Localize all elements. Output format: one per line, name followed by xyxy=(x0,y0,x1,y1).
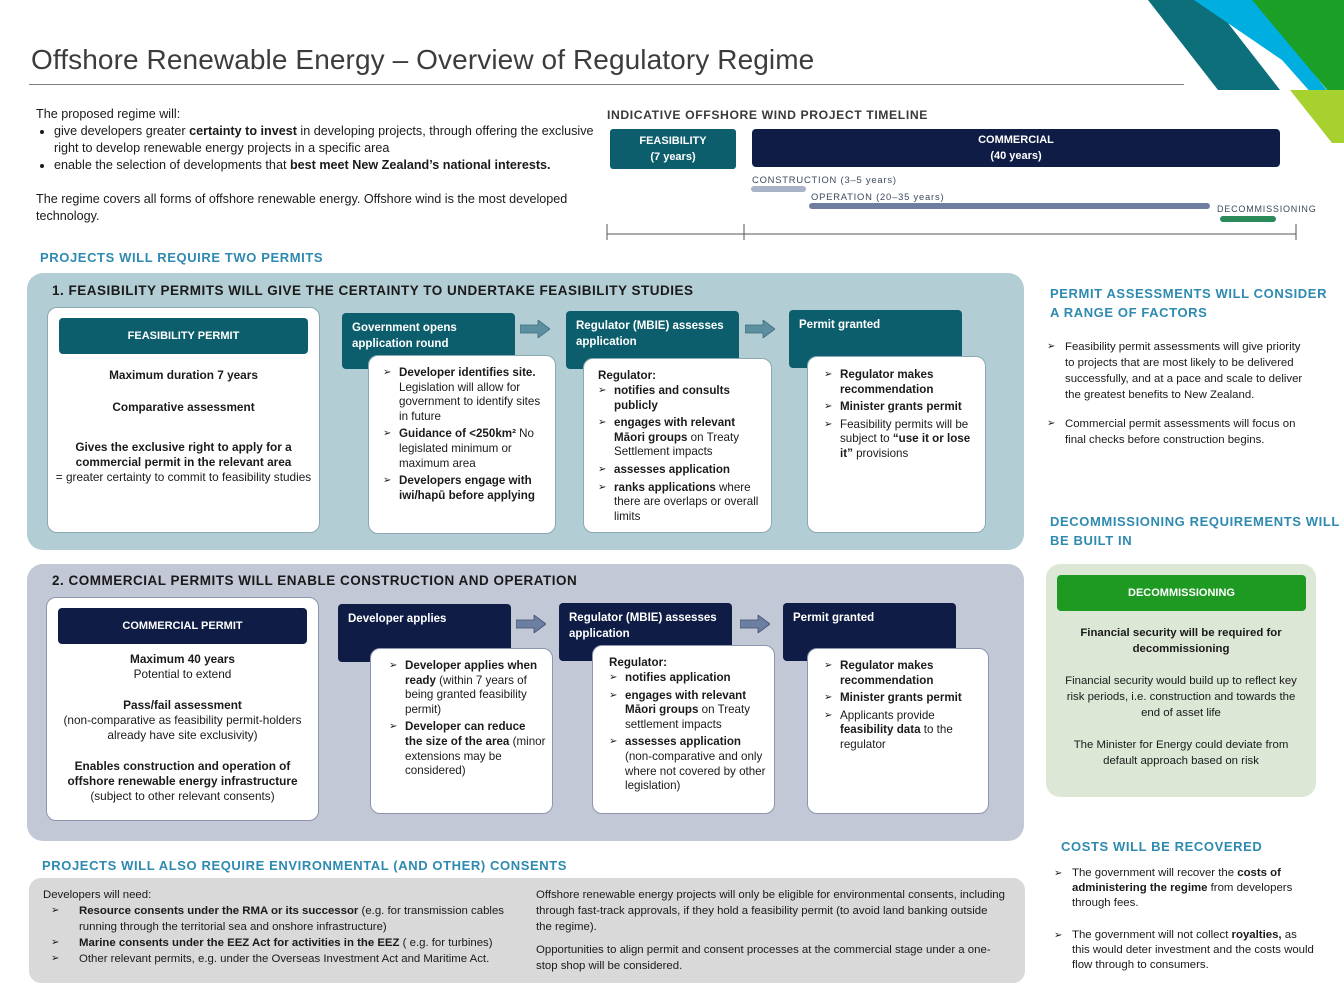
feasibility-step2-card: Regulator: ➢ notifies and consults publicly ➢ engages with relevant Māori groups on Treaty Settlement impacts ➢ assesses application ➢ ranks applications where there are overlaps or overall limits xyxy=(583,358,772,533)
consents-right: Offshore renewable energy projects will only be eligible for environmental consents, including through fast-track approvals, if they hold a feasibility permit (to avoid land banking outside the regime). Opportunities to align permit and consent processes at the commercial stage under a one-stop shop will be considered. xyxy=(536,889,1005,972)
commercial-permit-title: COMMERCIAL PERMIT xyxy=(58,608,307,644)
arrow-right-icon xyxy=(520,320,550,338)
list-item: ➢ Regulator makes recommendation xyxy=(824,368,977,397)
timeline-feasibility-bar: FEASIBILITY (7 years) xyxy=(610,129,736,169)
arrow-right-icon xyxy=(745,320,775,338)
feasibility-permit-title: FEASIBILITY PERMIT xyxy=(59,318,308,354)
timeline-construction-bar xyxy=(751,186,806,192)
list-item: ➢ assesses application (non-comparative and only where not covered by other legislation) xyxy=(609,735,768,793)
list-item: ➢ Applicants provide feasibility data to the regulator xyxy=(824,709,980,753)
timeline-operation-label: OPERATION (20–35 years) xyxy=(811,191,945,202)
commercial-step3-title: Permit granted xyxy=(783,603,956,661)
list-item: ➢ ranks applications where there are overlaps or overall limits xyxy=(598,481,765,525)
feasibility-step1-card xyxy=(368,355,556,534)
title-divider xyxy=(29,84,1184,85)
decommissioning-text: Financial security will be required for decommissioning Financial security would build up to reflect key risk periods, i.e. construction and towards the end of asset life The Minister for Energy could deviate from default approach based on risk xyxy=(1065,627,1297,767)
commercial-step2-title: Regulator (MBIE) assesses application xyxy=(559,603,732,661)
consents-left: Developers will need: ➢ Resource consents under the RMA or its successor (e.g. for transmission cables running through the territorial sea and onshore infrastructure) ➢ Marine consents under the EEZ Act for activities in the EEZ ( e.g. for turbines) ➢ Other relevant permits, e.g. under the Overseas Investment Act and Maritime Act. xyxy=(43,887,528,967)
factors-item: ➢ Commercial permit assessments will focus on final checks before construction begins. xyxy=(1047,416,1313,448)
costs-item: ➢ The government will not collect royalties, as this would deter investment and the costs would flow through to consumers. xyxy=(1054,928,1316,973)
factors-item: ➢ Feasibility permit assessments will give priority to projects that are most likely to be delivered successfully, and at a pace and scale to deliver the greatest benefits to New Zealand. xyxy=(1047,339,1313,403)
list-item: ➢ Developers engage with iwi/hapū before applying xyxy=(383,474,547,503)
timeline-axis xyxy=(604,222,1304,242)
intro-lead: The proposed regime will: xyxy=(36,107,181,121)
list-item: ➢ notifies and consults publicly xyxy=(598,384,765,413)
commercial-step2-card: Regulator: ➢ notifies application ➢ engages with relevant Māori groups on Treaty settlement impacts ➢ assesses application (non-comparative and only where not covered by other legislation) xyxy=(592,645,775,814)
timeline-heading: INDICATIVE OFFSHORE WIND PROJECT TIMELINE xyxy=(607,108,928,122)
timeline-commercial-bar: COMMERCIAL (40 years) xyxy=(752,129,1280,167)
intro-para: The regime covers all forms of offshore renewable energy. Offshore wind is the most developed technology. xyxy=(36,192,568,223)
timeline-decommissioning-label: DECOMMISSIONING xyxy=(1217,204,1317,214)
feasibility-panel-heading: 1. FEASIBILITY PERMITS WILL GIVE THE CERTAINTY TO UNDERTAKE FEASIBILITY STUDIES xyxy=(52,283,694,298)
decommissioning-heading: DECOMMISSIONING REQUIREMENTS WILL BE BUILT IN xyxy=(1050,514,1340,548)
list-item: ➢ Minister grants permit xyxy=(824,691,980,706)
list-item: ➢ Developer applies when ready (within 7 years of being granted feasibility permit) xyxy=(389,659,546,717)
consents-heading: PROJECTS WILL ALSO REQUIRE ENVIRONMENTAL (AND OTHER) CONSENTS xyxy=(42,858,568,873)
list-item: ➢ engages with relevant Māori groups on Treaty settlement impacts xyxy=(609,689,768,733)
list-item: ➢ assesses application xyxy=(598,463,765,478)
list-item: ➢ Developer can reduce the size of the area (minor extensions may be considered) xyxy=(389,720,546,778)
decommissioning-tab: DECOMMISSIONING xyxy=(1057,575,1306,611)
corner-logo-shapes xyxy=(1140,0,1344,145)
feasibility-step3-card xyxy=(807,356,986,533)
intro-text xyxy=(36,106,596,225)
factors-list xyxy=(1047,339,1313,448)
feasibility-step1-title: Government opens application round xyxy=(342,313,515,369)
timeline-operation-bar xyxy=(809,203,1210,209)
permits-section-heading: PROJECTS WILL REQUIRE TWO PERMITS xyxy=(40,250,324,265)
factors-heading: PERMIT ASSESSMENTS WILL CONSIDER A RANGE OF FACTORS xyxy=(1050,286,1328,320)
feasibility-step2-title: Regulator (MBIE) assesses application xyxy=(566,311,739,369)
commercial-permit-details: Maximum 40 years Potential to extend Pass/fail assessment (non-comparative as feasibility permit-holders already have site exclusivity) Enables construction and operation of offshore renewable energy infrastructure (subject to other relevant consents) xyxy=(63,652,302,803)
feasibility-step3-title: Permit granted xyxy=(789,310,962,368)
arrow-right-icon xyxy=(516,615,546,633)
list-item: ➢ engages with relevant Māori groups on Treaty Settlement impacts xyxy=(598,416,765,460)
list-item: ➢ Minister grants permit xyxy=(824,400,977,415)
list-item: ➢ Guidance of <250km² No legislated minimum or maximum area xyxy=(383,427,547,471)
page-title: Offshore Renewable Energy – Overview of Regulatory Regime xyxy=(31,44,815,75)
commercial-panel-heading: 2. COMMERCIAL PERMITS WILL ENABLE CONSTRUCTION AND OPERATION xyxy=(52,573,578,588)
list-item: ➢ Feasibility permits will be subject to “use it or lose it” provisions xyxy=(824,418,977,462)
list-item: ➢ Developer identifies site. Legislation will allow for government to identify sites in future xyxy=(383,366,547,424)
commercial-step1-card xyxy=(370,648,553,814)
commercial-step3-card xyxy=(807,648,989,814)
costs-list xyxy=(1054,866,1316,973)
arrow-right-icon xyxy=(740,615,770,633)
intro-bullet: • give developers greater certainty to invest in developing projects, through offering the exclusive right to develop renewable energy projects in a specific area xyxy=(54,123,596,157)
list-item: ➢ notifies application xyxy=(609,671,768,686)
timeline-construction-label: CONSTRUCTION (3–5 years) xyxy=(752,174,897,185)
costs-heading: COSTS WILL BE RECOVERED xyxy=(1061,839,1263,854)
commercial-step1-title: Developer applies xyxy=(338,604,511,662)
costs-item: ➢ The government will recover the costs of administering the regime from developers through fees. xyxy=(1054,866,1316,911)
intro-bullet: • enable the selection of developments that best meet New Zealand’s national interests. xyxy=(54,157,596,174)
list-item: ➢ Regulator makes recommendation xyxy=(824,659,980,688)
feasibility-permit-details: Maximum duration 7 years Comparative assessment Gives the exclusive right to apply for a commercial permit in the relevant area = greater certainty to commit to feasibility studies xyxy=(55,368,312,484)
